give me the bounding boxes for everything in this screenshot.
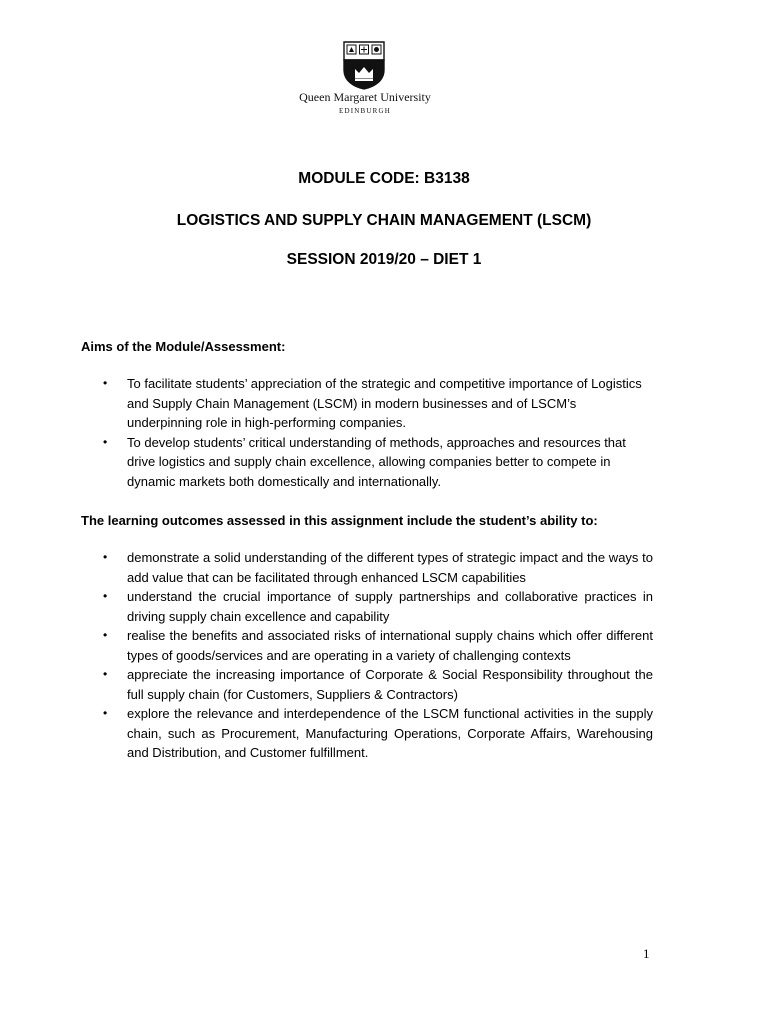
aim-text: To develop students’ critical understanding of methods, approaches and resources that drive logistics and supply chain excellence, allowing companies better to compete in dynamic markets both domestically and internationally. bbox=[127, 434, 626, 489]
bullet-icon: • bbox=[103, 434, 108, 449]
aims-title: Aims of the Module/Assessment: bbox=[81, 339, 286, 354]
module-code-heading: MODULE CODE: B3138 bbox=[298, 170, 470, 187]
outcome-text: appreciate the increasing importance of Corporate & Social Responsibility throughout the full supply chain (for Customers, Suppliers & Contractors) bbox=[127, 667, 653, 702]
aim-text: To facilitate students’ appreciation of the strategic and competitive importance of Logistics and Supply Chain Management (LSCM) in modern businesses and of LSCM’s underpinning role in high-performing companies. bbox=[127, 376, 642, 430]
list-item bbox=[81, 374, 653, 433]
university-city: EDINBURGH bbox=[338, 107, 392, 115]
list-item bbox=[81, 626, 653, 665]
aims-list bbox=[81, 374, 653, 491]
bullet-icon: • bbox=[103, 628, 108, 642]
outcome-text: realise the benefits and associated risks of international supply chains which offer different types of goods/services and are operating in a variety of challenging contexts bbox=[127, 628, 653, 663]
shield-crest-icon bbox=[341, 40, 387, 90]
outcome-text: explore the relevance and interdependence of the LSCM functional activities in the supply chain, such as Procurement, Manufacturing Operations, Corporate Affairs, Warehousing and Distribution, and Customer fulfillment. bbox=[127, 706, 653, 760]
list-item bbox=[81, 665, 653, 704]
bullet-icon: • bbox=[103, 376, 108, 390]
bullet-icon: • bbox=[103, 667, 108, 681]
bullet-icon: • bbox=[103, 589, 108, 603]
list-item bbox=[81, 433, 653, 492]
bullet-icon: • bbox=[103, 550, 108, 564]
bullet-icon: • bbox=[103, 706, 108, 720]
list-item bbox=[81, 704, 653, 763]
outcome-text: understand the crucial importance of supply partnerships and collaborative practices in driving supply chain excellence and capability bbox=[127, 589, 653, 624]
outcome-text: demonstrate a solid understanding of the different types of strategic impact and the ways to add value that can be facilitated through enhanced LSCM capabilities bbox=[127, 550, 653, 585]
learning-outcomes-list bbox=[81, 548, 653, 763]
page-number: 1 bbox=[643, 946, 650, 961]
university-name: Queen Margaret University bbox=[299, 90, 431, 104]
university-logo bbox=[290, 40, 440, 120]
learning-outcomes-title: The learning outcomes assessed in this assignment include the student’s ability to: bbox=[81, 513, 598, 528]
module-title-heading: LOGISTICS AND SUPPLY CHAIN MANAGEMENT (LSCM) bbox=[176, 212, 592, 229]
session-heading: SESSION 2019/20 – DIET 1 bbox=[286, 251, 482, 268]
list-item bbox=[81, 587, 653, 626]
list-item bbox=[81, 548, 653, 587]
